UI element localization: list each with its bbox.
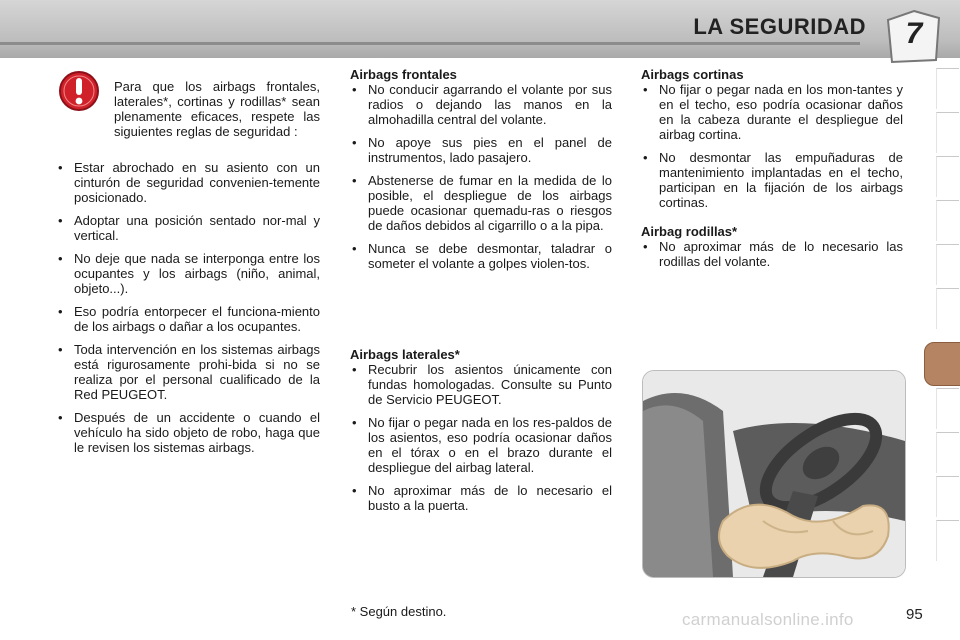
footnote: * Según destino. (351, 604, 447, 619)
header-rule (0, 42, 860, 45)
page-title: LA SEGURIDAD (693, 14, 866, 39)
chapter-badge (884, 8, 944, 66)
chapter-tabs (926, 68, 960, 578)
chapter-tab[interactable] (936, 68, 959, 109)
frontales-section (350, 67, 612, 279)
laterales-section (350, 347, 612, 521)
list-item: • No aproximar más de lo necesario el busto a la puerta. (350, 483, 612, 513)
list-item: • Recubrir los asientos únicamente con fundas homologadas. Consulte su Punto de Servicio PEUGEOT. (350, 362, 612, 407)
left-column (56, 160, 320, 463)
note-text: • Eso podría entorpecer el funciona-miento de los airbags o dañar a los ocupantes. (56, 304, 320, 334)
chapter-tab-active[interactable] (924, 342, 960, 386)
chapter-tab[interactable] (936, 432, 959, 473)
list-item: • No apoye sus pies en el panel de instrumentos, lado pasajero. (350, 135, 612, 165)
chapter-number: 7 (905, 17, 923, 50)
list-item: • No fijar o pegar nada en los res-paldos de los asientos, eso podría ocasionar daños en el tórax o en el brazo durante el despliegue del airbag lateral. (350, 415, 612, 475)
list-item: • No fijar o pegar nada en los mon-tantes y en el techo, eso podría ocasionar daños en la cabeza durante el despliegue del airbag cortina. (641, 82, 903, 142)
list-item: • No aproximar más de lo necesario las rodillas del volante. (641, 239, 903, 269)
section-heading: Airbag rodillas* (641, 224, 738, 239)
list-item: • Adoptar una posición sentado nor-mal y vertical. (56, 213, 320, 243)
cortinas-section (641, 67, 903, 277)
chapter-tab[interactable] (936, 200, 959, 241)
list-item: • Después de un accidente o cuando el vehículo ha sido objeto de robo, haga que le revisen los sistemas airbags. (56, 410, 320, 455)
list-item: • No desmontar las empuñaduras de mantenimiento implantadas en el techo, participan en la fijación de los airbags cortinas. (641, 150, 903, 210)
chapter-tab[interactable] (936, 244, 959, 285)
watermark: carmanualsonline.info (682, 610, 854, 629)
chapter-tab[interactable] (936, 520, 959, 561)
chapter-tab[interactable] (936, 476, 959, 517)
chapter-tab[interactable] (936, 388, 959, 429)
list-item: • No conducir agarrando el volante por sus radios o dejando las manos en la almohadilla central del volante. (350, 82, 612, 127)
list-item: • Abstenerse de fumar en la medida de lo posible, el despliegue de los airbags puede ocasionar quemadu-ras o riesgos de daños debidos al cigarrillo o a la pipa. (350, 173, 612, 233)
knee-airbag-illustration (642, 370, 906, 578)
list-item: • Estar abrochado en su asiento con un cinturón de seguridad convenien-temente posicionado. (56, 160, 320, 205)
list-item: • Toda intervención en los sistemas airbags está rigurosamente prohi-bida si no se realiza por el personal cualificado de la Red PEUGEOT. (56, 342, 320, 402)
chapter-tab[interactable] (936, 112, 959, 153)
list-item: • Nunca se debe desmontar, taladrar o someter el volante a golpes violen-tos. (350, 241, 612, 271)
chapter-tab[interactable] (936, 288, 959, 329)
page-number: 95 (906, 606, 923, 623)
steering-wheel-airbag-icon (643, 371, 905, 577)
chapter-tab[interactable] (936, 156, 959, 197)
list-item: • No deje que nada se interponga entre los ocupantes y los airbags (niño, animal, objeto...). (56, 251, 320, 296)
section-heading: Airbags cortinas (641, 67, 744, 82)
page-header (0, 0, 960, 58)
intro-text: Para que los airbags frontales, laterales*, cortinas y rodillas* sean plenamente eficaces, respete las siguientes reglas de seguridad : (114, 79, 320, 139)
warning-icon (58, 70, 100, 112)
section-heading: Airbags frontales (350, 67, 457, 82)
section-heading: Airbags laterales* (350, 347, 460, 362)
